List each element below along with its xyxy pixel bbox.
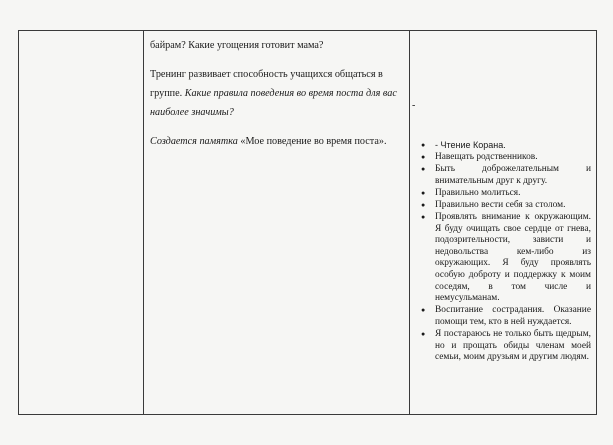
column-divider-2 [409,30,410,415]
list-item: ● Я постараюсь не только быть щедрым, но и прощать обиды членам моей семьи, моим друзьям и другим людям. [421,329,591,364]
table-top-border [18,30,597,31]
table-bottom-border [18,414,597,415]
training-text: Тренинг развивает способность учащихся общаться в группе. [150,69,383,99]
table-left-border [18,30,19,415]
table-right-border [596,30,597,415]
list-item: ● Навещать родственников. [421,152,591,164]
memo-label: Создается памятка [150,136,238,147]
teacher-activity-cell [150,36,400,151]
list-item: ● Проявлять внимание к окружающим. Я буду очищать свое сердце от гнева, подозрительности, зависти и недовольства кем-либо из окружающих. Я буду проявлять особую доброту и поддержку к моим соседям, в том числе и немусульманам. [421,212,591,305]
training-paragraph [150,65,400,122]
column-divider-1 [143,30,144,415]
list-item: ● Воспитание сострадания. Оказание помощи тем, кто в ней нуждается. [421,305,591,328]
question-line: байрам? Какие угощения готовит мама? [150,40,324,51]
dash-mark: - [412,100,416,111]
training-question: Какие правила поведения во время поста для вас наиболее значимы? [150,88,397,118]
rules-list [421,140,591,364]
list-item: ● Быть доброжелательным и внимательным друг к другу. [421,164,591,187]
list-item: ● Правильно вести себя за столом. [421,200,591,212]
list-item: ● Правильно молиться. [421,188,591,200]
memo-title: «Мое поведение во время поста». [237,136,387,147]
list-item: ● - Чтение Корана. [421,140,591,152]
memo-paragraph [150,132,400,151]
